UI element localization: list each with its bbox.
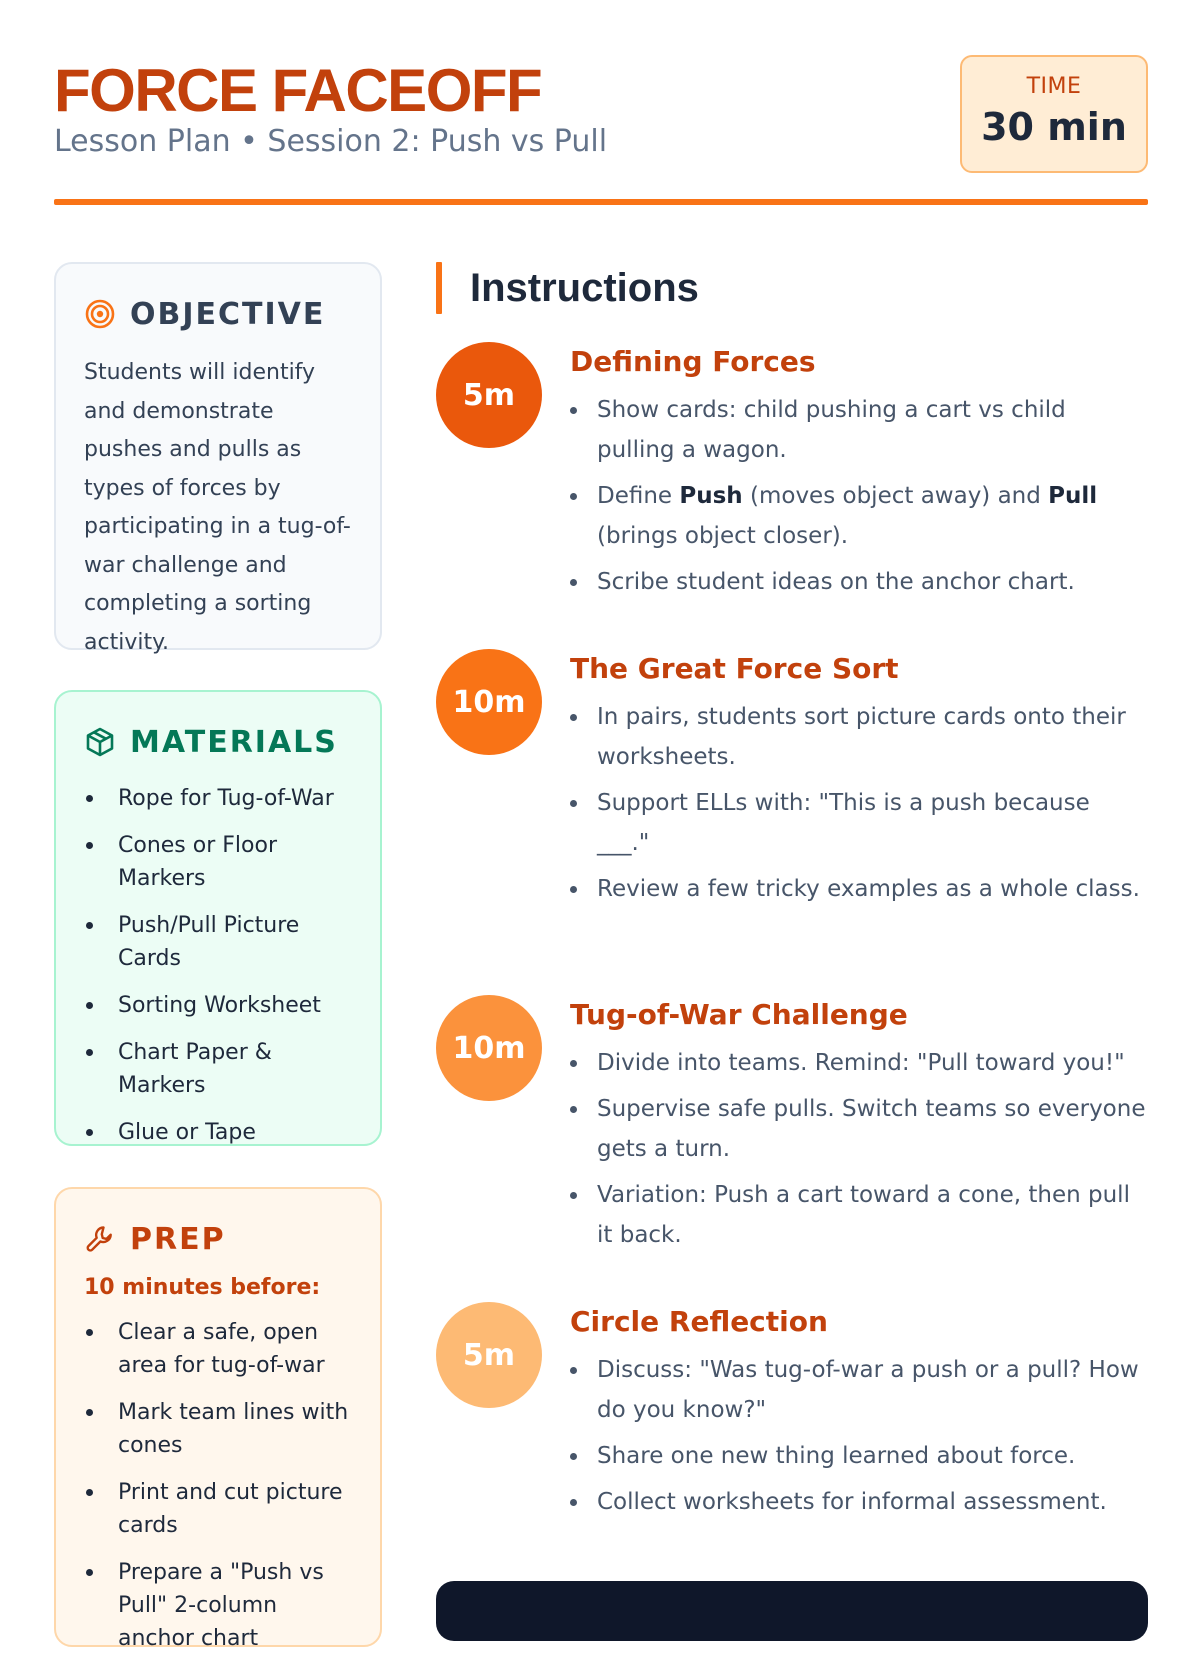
materials-title: MATERIALS [130,724,338,760]
step-bullets [570,390,1148,602]
page-subtitle: Lesson Plan • Session 2: Push vs Pull [54,124,608,159]
step-duration: 5m [436,1302,542,1408]
prep-subtitle: 10 minutes before: [84,1275,321,1300]
objective-card [54,262,382,655]
step-bullet [570,476,1148,556]
step-bullet [570,1089,1148,1169]
list-item: Mark team lines with cones [84,1396,354,1462]
prep-card [54,1187,382,1651]
bullet-text: Support ELLs with: "This is a push because ___." [597,790,1090,856]
instructions-header [436,262,699,314]
step-body [570,995,1148,1261]
prep-list [84,1316,354,1655]
bullet-text: (moves object away) and [742,483,1049,509]
step-body [570,342,1148,608]
bullet-text: Discuss: "Was tug-of-war a push or a pull? How do you know?" [597,1357,1139,1423]
objective-header [84,294,354,334]
list-item: Chart Paper & Markers [84,1036,354,1102]
list-item: Glue or Tape [84,1116,354,1149]
step-bullets [570,1350,1148,1522]
header-divider [54,199,1148,205]
step-bullet [570,390,1148,470]
bullet-text: Define [597,483,680,509]
step-body [570,649,1148,915]
page-title: FORCE FACEOFF [54,57,542,124]
bullet-text: Supervise safe pulls. Switch teams so everyone gets a turn. [597,1096,1146,1162]
bullet-text: Divide into teams. Remind: "Pull toward you!" [597,1050,1125,1076]
box-icon [84,726,116,758]
lesson-header [54,48,1148,208]
step-bullet [570,1175,1148,1255]
bullet-text: In pairs, students sort picture cards onto their worksheets. [597,704,1126,770]
step-title: Tug-of-War Challenge [570,998,908,1031]
step-duration: 5m [436,342,542,448]
materials-card [54,690,382,1146]
list-item: Prepare a "Push vs Pull" 2-column anchor chart [84,1556,354,1655]
prep-title: PREP [130,1221,226,1257]
instructions-title: Instructions [470,265,699,310]
step-duration: 10m [436,995,542,1101]
bullet-text: Collect worksheets for informal assessment. [597,1489,1107,1515]
step-bullet [570,869,1148,909]
step-bullet [570,562,1148,602]
step-bullets [570,1043,1148,1255]
objective-title: OBJECTIVE [130,296,326,332]
time-label: TIME [1026,74,1082,99]
step-bullets [570,697,1148,909]
wrench-icon [84,1223,116,1255]
step-duration: 10m [436,649,542,755]
bullet-text: Scribe student ideas on the anchor chart. [597,569,1075,595]
prep-header [84,1219,354,1259]
step-bullet [570,1350,1148,1430]
time-badge [960,55,1148,173]
target-icon [84,298,116,330]
step-body [570,1302,1148,1528]
step-bullet [570,1436,1148,1476]
instructions-accent-bar [436,262,442,314]
list-item: Rope for Tug-of-War [84,782,354,815]
term-pull: Pull [1048,483,1098,509]
list-item: Sorting Worksheet [84,989,354,1022]
materials-header [84,722,354,762]
bullet-text: Share one new thing learned about force. [597,1443,1076,1469]
bullet-text: Variation: Push a cart toward a cone, then pull it back. [597,1182,1130,1248]
list-item: Push/Pull Picture Cards [84,909,354,975]
list-item: Cones or Floor Markers [84,829,354,895]
bullet-text: (brings object closer). [597,523,849,549]
time-value: 30 min [981,105,1127,149]
materials-list [84,782,354,1149]
step-title: Circle Reflection [570,1305,828,1338]
objective-text: Students will identify and demonstrate pushes and pulls as types of forces by participating in a tug-of-war challenge and completing a sorting activity. [84,360,351,655]
footer-bar [436,1581,1148,1641]
bullet-text: Show cards: child pushing a cart vs child pulling a wagon. [597,397,1066,463]
step-bullet [570,697,1148,777]
step-title: The Great Force Sort [570,652,899,685]
step-bullet [570,783,1148,863]
term-push: Push [679,483,743,509]
step-bullet [570,1043,1148,1083]
bullet-text: Review a few tricky examples as a whole class. [597,876,1140,902]
step-bullet [570,1482,1148,1522]
step-title: Defining Forces [570,345,816,378]
list-item: Print and cut picture cards [84,1476,354,1542]
list-item: Clear a safe, open area for tug-of-war [84,1316,354,1382]
